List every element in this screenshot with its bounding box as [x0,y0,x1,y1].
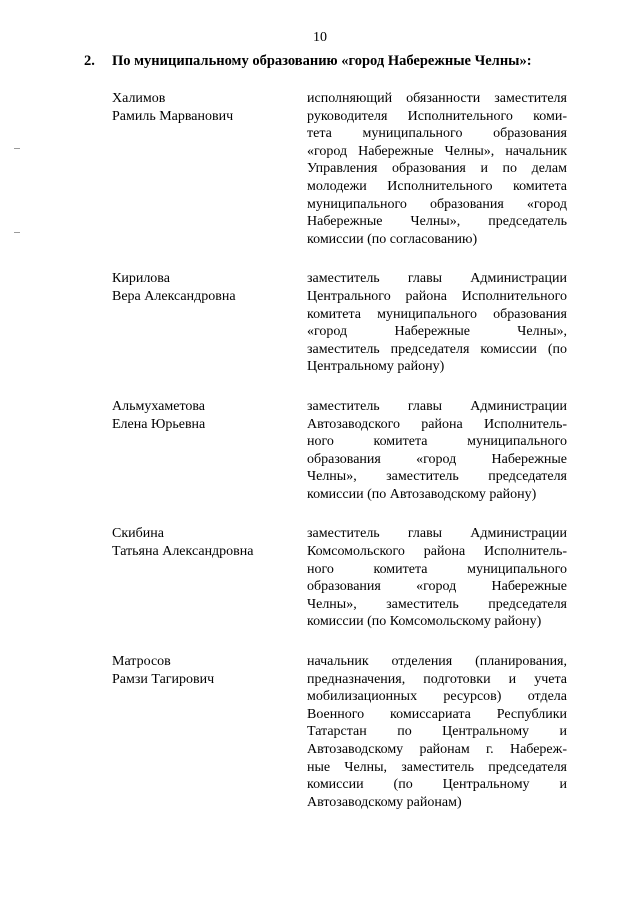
member-name [112,270,307,376]
position-line: Набережные Челны», председатель [307,214,567,230]
section-heading [84,53,604,70]
position-line: комиссии (по Комсомольскому району) [307,614,542,630]
position-line: ного комитета муниципального [307,434,567,450]
position-line: заместитель главы Администрации [307,271,567,287]
position-line: исполняющий обязанности заместителя [307,91,567,106]
position-line: комиссии (по согласованию) [307,231,478,247]
position-line: «город Набережные Челны», [307,324,567,340]
position-line: тета муниципального образования [307,126,567,142]
position-line: комиссии (по Центральному и [307,777,567,793]
member-position [307,90,567,248]
member-given-names: Вера Александровна [112,288,236,304]
position-line: Комсомольского района Исполнитель- [307,544,567,560]
position-line: ные Челны, заместитель председателя [307,759,567,775]
position-line: ного комитета муниципального [307,561,567,577]
section-title: По муниципальному образованию «город Набережные Челны»: [112,53,532,69]
position-line: Автозаводскому районам г. Набереж- [307,742,567,757]
member-entry [0,653,640,811]
position-line: начальник отделения (планирования, [307,654,567,670]
section-number: 2. [84,53,95,69]
position-line: Военного комиссариата Республики [307,706,567,722]
position-line: заместитель главы Администрации [307,398,567,414]
member-given-names: Татьяна Александровна [112,544,254,560]
member-name [112,398,307,504]
position-line: образования «город Набережные [307,579,567,595]
commission-members-list [0,90,640,833]
member-entry [0,90,640,248]
member-given-names: Рамиль Марванович [112,108,234,124]
position-line: Автозаводскому районам) [307,794,462,810]
member-surname: Кирилова [112,271,170,287]
position-line: Челны», заместитель председателя [307,469,567,485]
position-line: Центральному району) [307,359,445,375]
member-name [112,525,307,631]
position-line: Центрального района Исполнительного [307,288,567,304]
member-name [112,653,307,811]
position-line: Татарстан по Центральному и [307,724,567,740]
member-entry [0,525,640,631]
position-line: муниципального образования «город [307,196,567,212]
position-line: руководителя Исполнительного коми- [307,108,567,124]
page-number: 10 [313,30,327,45]
member-position [307,398,567,504]
member-position [307,653,567,811]
member-position [307,525,567,631]
position-line: предназначения, подготовки и учета [307,671,567,687]
member-surname: Халимов [112,91,166,106]
position-line: Челны», заместитель председателя [307,596,567,612]
position-line: «город Набережные Челны», начальник [307,143,567,159]
position-line: заместитель главы Администрации [307,526,567,542]
member-given-names: Рамзи Тагирович [112,671,215,687]
member-surname: Матросов [112,654,171,670]
position-line: Автозаводского района Исполнитель- [307,416,567,432]
position-line: комитета муниципального образования [307,306,567,322]
position-line: молодежи Исполнительного комитета [307,178,567,194]
member-name [112,90,307,248]
member-surname: Скибина [112,526,164,542]
member-position [307,270,567,376]
member-entry [0,270,640,376]
member-surname: Альмухаметова [112,398,206,414]
position-line: Управления образования и по делам [307,161,567,177]
position-line: заместитель председателя комиссии (по [307,341,567,357]
position-line: мобилизационных ресурсов) отдела [307,689,567,705]
member-given-names: Елена Юрьевна [112,416,206,432]
member-entry [0,398,640,504]
position-line: комиссии (по Автозаводскому району) [307,486,537,502]
position-line: образования «город Набережные [307,451,567,467]
